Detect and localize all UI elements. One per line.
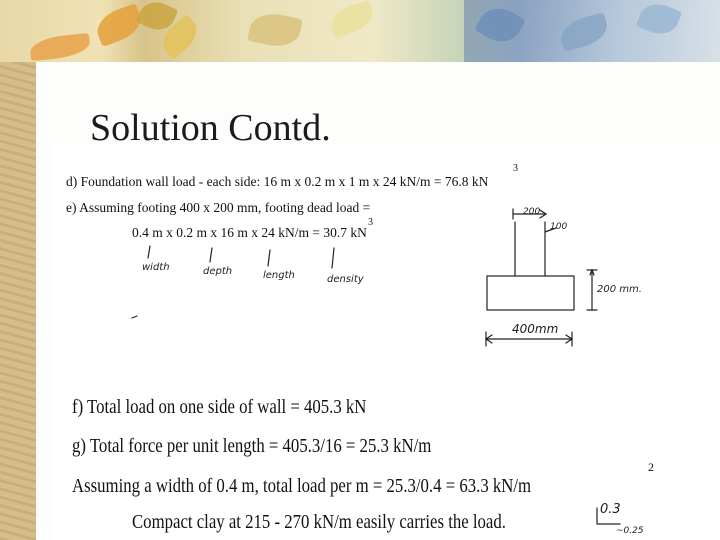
slide-title: Solution Contd. (90, 107, 331, 149)
line-h: Assuming a width of 0.4 m, total load per m = 25.3/0.4 = 63.3 kN/m (72, 476, 532, 497)
hand-base: 400mm (512, 322, 559, 336)
line-f: f) Total load on one side of wall = 405.3 kN (72, 397, 367, 418)
line-i: Compact clay at 215 - 270 kN/m easily carries the load. (132, 512, 506, 533)
hand-offset: 100 (550, 222, 568, 232)
line-d-superscript: 3 (513, 163, 518, 174)
hand-note-2: ~0.25 (616, 526, 644, 536)
line-g: g) Total force per unit length = 405.3/16 = 25.3 kN/m (72, 436, 432, 457)
hand-depth: depth (203, 266, 233, 277)
hand-note-1: 0.3 (600, 502, 621, 517)
line-d-text: d) Foundation wall load - each side: 16 m x 0.2 m x 1 m x 24 kN/m = 76.8 kN (66, 174, 489, 189)
hand-length: length (263, 270, 295, 281)
line-e1: e) Assuming footing 400 x 200 mm, footing dead load = (66, 200, 371, 215)
hand-wall-width: 200 (523, 207, 541, 217)
hand-height: 200 mm. (597, 284, 642, 295)
line-h-superscript: 2 (648, 460, 654, 474)
hand-width: width (142, 262, 170, 273)
line-e2: 0.4 m x 0.2 m x 16 m x 24 kN/m = 30.7 kN (132, 225, 367, 240)
hand-density: density (327, 274, 364, 285)
line-e2-superscript: 3 (368, 217, 373, 228)
